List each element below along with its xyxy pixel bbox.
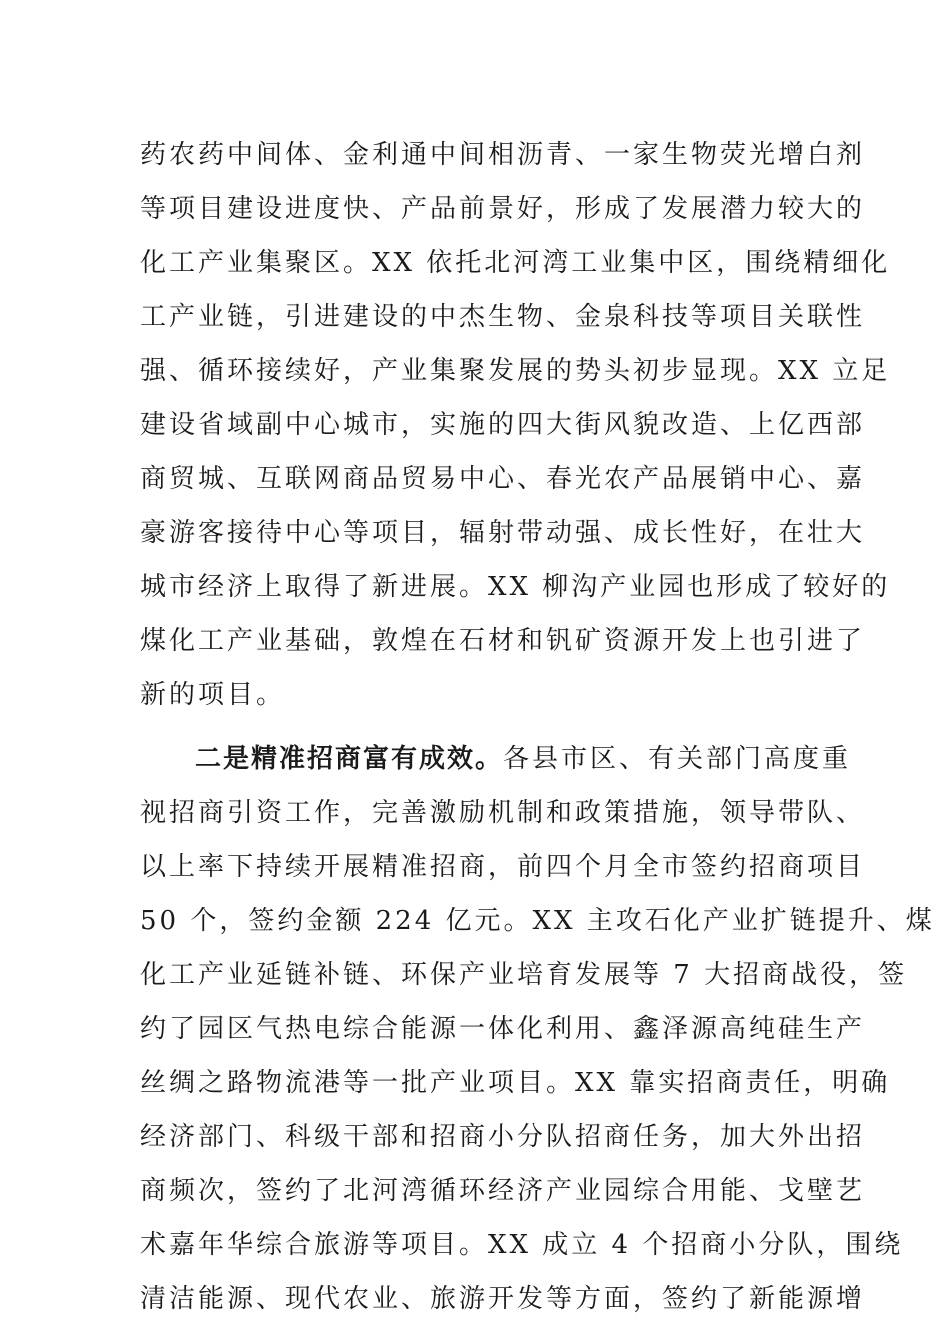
text-line: 约了园区气热电综合能源一体化利用、鑫泽源高纯硅生产 xyxy=(140,1014,866,1044)
paragraph-2 xyxy=(140,732,935,1326)
text-line: 新的项目。 xyxy=(140,680,286,710)
text-line: 商频次，签约了北河湾循环经济产业园综合用能、戈壁艺 xyxy=(140,1176,866,1206)
section-heading: 二是精准招商富有成效。 xyxy=(195,744,504,774)
text-line: 化工产业延链补链、环保产业培育发展等 7 大招商战役，签 xyxy=(140,960,908,990)
text-line: 强、循环接续好，产业集聚发展的势头初步显现。XX 立足 xyxy=(140,356,891,386)
text-span: 各县市区、有关部门高度重 xyxy=(503,744,852,774)
text-line: 以上率下持续开展精准招商，前四个月全市签约招商项目 xyxy=(140,852,866,882)
text-line: 经济部门、科级干部和招商小分队招商任务，加大外出招 xyxy=(140,1122,866,1152)
text-line: 视招商引资工作，完善激励机制和政策措施，领导带队、 xyxy=(140,798,866,828)
text-line: 丝绸之路物流港等一批产业项目。XX 靠实招商责任，明确 xyxy=(140,1068,891,1098)
text-line: 煤化工产业基础，敦煌在石材和钒矿资源开发上也引进了 xyxy=(140,626,866,656)
text-line: 50 个，签约金额 224 亿元。XX 主攻石化产业扩链提升、煤 xyxy=(140,906,935,936)
text-line: 药农药中间体、金利通中间相沥青、一家生物荧光增白剂 xyxy=(140,140,866,170)
body-text xyxy=(140,128,935,1326)
text-line: 术嘉年华综合旅游等项目。XX 成立 4 个招商小分队，围绕 xyxy=(140,1230,904,1260)
text-line: 清洁能源、现代农业、旅游开发等方面，签约了新能源增 xyxy=(140,1284,866,1314)
paragraph-2-first-line xyxy=(140,732,852,786)
text-line: 化工产业集聚区。XX 依托北河湾工业集中区，围绕精细化 xyxy=(140,248,891,278)
text-line: 商贸城、互联网商品贸易中心、春光农产品展销中心、嘉 xyxy=(140,464,866,494)
text-line: 工产业链，引进建设的中杰生物、金泉科技等项目关联性 xyxy=(140,302,866,332)
paragraph-1 xyxy=(140,128,891,722)
text-line: 豪游客接待中心等项目，辐射带动强、成长性好，在壮大 xyxy=(140,518,866,548)
text-line: 建设省域副中心城市，实施的四大街风貌改造、上亿西部 xyxy=(140,410,866,440)
paragraph-gap xyxy=(140,722,810,732)
text-line: 城市经济上取得了新进展。XX 柳沟产业园也形成了较好的 xyxy=(140,572,891,602)
text-line: 等项目建设进度快、产品前景好，形成了发展潜力较大的 xyxy=(140,194,866,224)
